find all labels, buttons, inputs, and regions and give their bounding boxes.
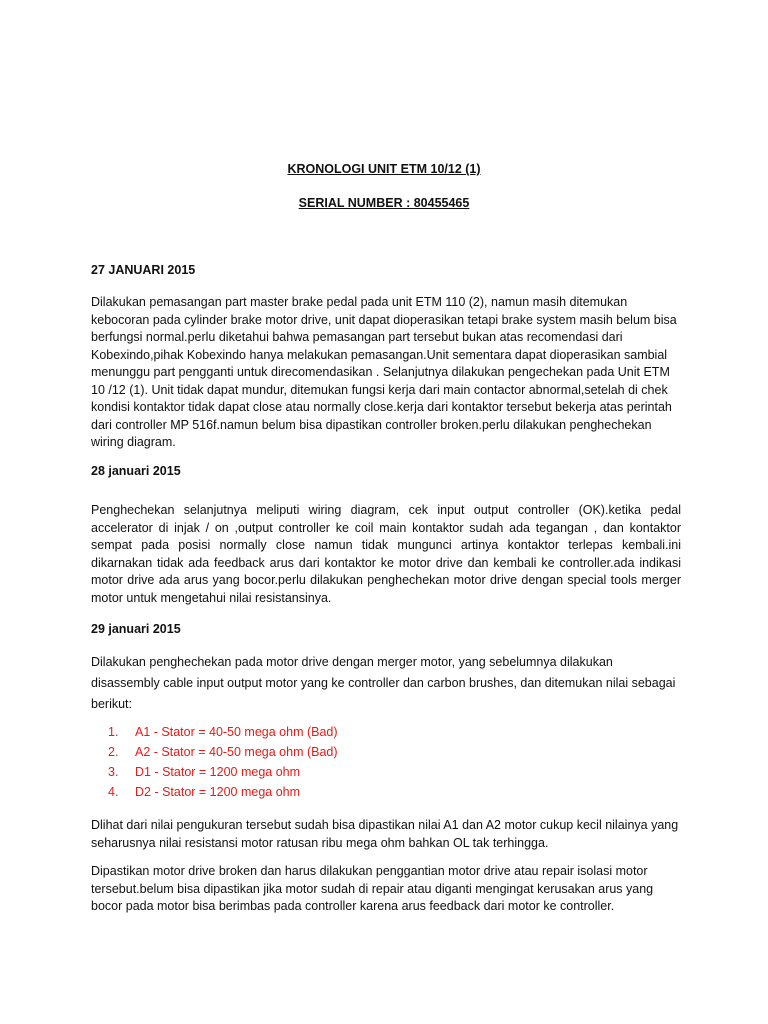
entry-paragraph-2: Penghechekan selanjutnya meliputi wiring diagram, cek input output controller (OK).ketika pedal accelerator di injak / on ,output controller ke coil main kontaktor sudah ada tegangan , dan kontaktor sempat pada posisi normally close namun tidak mungunci artinya kontaktor terlepas kembali.ini dikarnakan tidak ada feedback arus dari kontaktor ke motor drive dan kembali ke controller.ada indikasi motor drive ada arus yang bocor.perlu dilakukan penghechekan motor drive dengan special tools merger motor untuk mengetahui nilai resistansinya. — [91, 503, 681, 605]
serial-number: SERIAL NUMBER : 80455465 — [298, 196, 470, 210]
entry-paragraph-3: Dilakukan penghechekan pada motor drive dengan merger motor, yang sebelumnya dilakukan disassembly cable input output motor yang ke controller dan carbon brushes, dan ditemukan nilai sebagai berikut: — [91, 655, 676, 711]
list-item: 2. A2 - Stator = 40-50 mega ohm (Bad) — [108, 745, 338, 759]
list-item: 1. A1 - Stator = 40-50 mega ohm (Bad) — [108, 725, 338, 739]
list-item: 4. D2 - Stator = 1200 mega ohm — [108, 785, 301, 799]
conclusion-paragraph-2: Dipastikan motor drive broken dan harus dilakukan penggantian motor drive atau repair isolasi motor tersebut.belum bisa dipastikan jika motor sudah di repair atau diganti mengingat kerusakan arus yang bocor pada motor bisa berimbas pada controller karena arus feedback dari motor ke controller. — [91, 864, 654, 913]
entry-paragraph-1: Dilakukan pemasangan part master brake pedal pada unit ETM 110 (2), namun masih ditemukan kebocoran pada cylinder brake motor drive, unit dapat dioperasikan tetapi brake system masih belum bisa berfungsi normal.perlu diketahui bahwa pemasangan part tersebut bukan atas recomendasi dari Kobexindo,pihak Kobexindo hanya melakukan pemasangan.Unit sementara dapat dioperasikan sambial menunggu part pengganti untuk direcomendasikan . Selanjutnya dilakukan pengechekan pada Unit ETM 10 /12 (1). Unit tidak dapat mundur, ditemukan fungsi kerja dari main contactor abnormal,setelah di chek kondisi kontaktor tidak dapat close atau normally close.kerja dari kontaktor tersebut bekerja atas perintah dari controller MP 516f.namun belum bisa dipastikan controller broken.perlu dilakukan penghechekan wiring diagram. — [91, 295, 677, 449]
measurement-list — [108, 722, 338, 802]
document-title: KRONOLOGI UNIT ETM 10/12 (1) — [287, 162, 481, 176]
entry-date-3: 29 januari 2015 — [91, 622, 181, 636]
list-item: 3. D1 - Stator = 1200 mega ohm — [108, 765, 301, 779]
conclusion-paragraph-1: Dlihat dari nilai pengukuran tersebut sudah bisa dipastikan nilai A1 dan A2 motor cukup kecil nilainya yang seharusnya nilai resistansi motor ratusan ribu mega ohm bahkan OL tak terhingga. — [91, 818, 679, 850]
entry-date-2: 28 januari 2015 — [91, 464, 181, 478]
entry-date-1: 27 JANUARI 2015 — [91, 263, 196, 277]
